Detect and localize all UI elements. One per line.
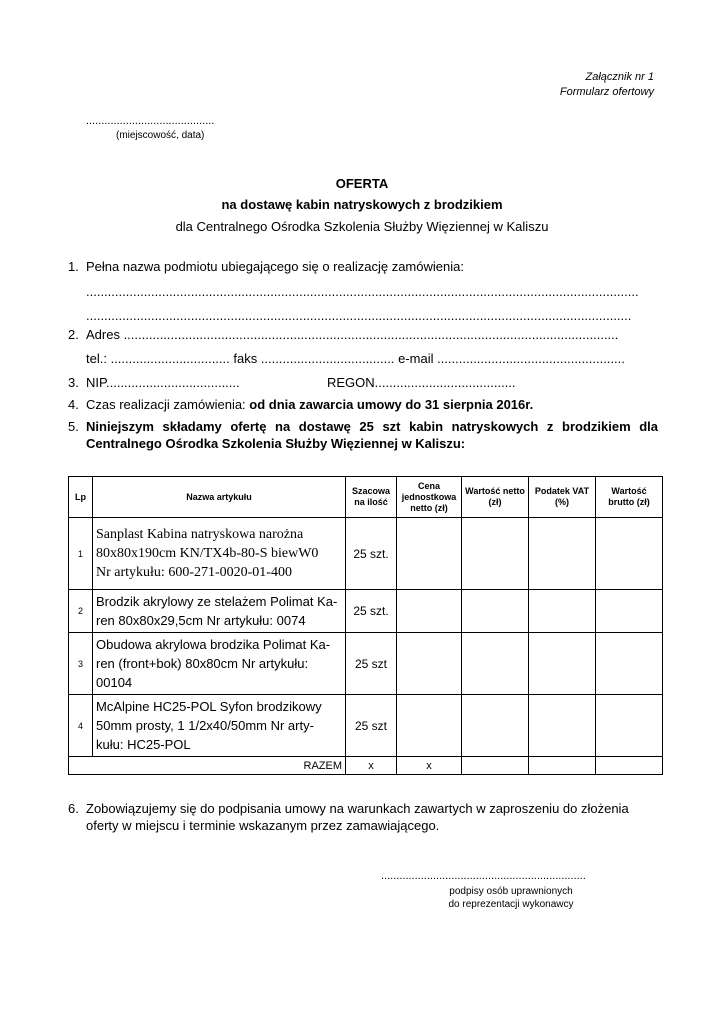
item-name-line: Brodzik akrylowy ze stelażem Polimat Ka-	[96, 594, 338, 609]
row-gross-value[interactable]	[596, 695, 663, 757]
table-row	[69, 633, 663, 695]
section-3	[68, 374, 240, 391]
section-number: 3.	[68, 375, 79, 390]
delivery-time-value: od dnia zawarcia umowy do 31 sierpnia 2016r.	[249, 397, 534, 412]
row-gross-value[interactable]	[596, 633, 663, 695]
header-lp: Lp	[69, 477, 93, 518]
section-6	[68, 800, 658, 834]
total-label: RAZEM	[69, 757, 346, 775]
item-name-line: ren 80x80x29,5cm Nr artykułu: 0074	[96, 613, 306, 628]
place-date-line: ..........................................	[86, 115, 215, 127]
annex-number: Załącznik nr 1	[585, 71, 654, 83]
row-quantity: 25 szt.	[346, 590, 397, 633]
row-net-value[interactable]	[462, 633, 529, 695]
address-label: Adres .........................................................................................................................................	[86, 327, 619, 342]
row-lp: 1	[69, 518, 93, 590]
section-1	[68, 258, 464, 275]
item-name-line: McAlpine HC25-POL Syfon brodzikowy	[96, 699, 322, 714]
row-net-value[interactable]	[462, 518, 529, 590]
row-item-name	[93, 695, 346, 757]
header-quantity: Szacowa na ilość	[346, 477, 397, 518]
header-vat: Podatek VAT (%)	[529, 477, 596, 518]
table-row	[69, 590, 663, 633]
items-table	[68, 476, 663, 775]
table-header-row	[69, 477, 663, 518]
row-unit-price[interactable]	[397, 633, 462, 695]
row-lp: 4	[69, 695, 93, 757]
item-name-line: 80x80x190cm KN/TX4b-80-S biewW0	[96, 546, 319, 561]
row-vat[interactable]	[529, 633, 596, 695]
row-lp: 2	[69, 590, 93, 633]
form-title: Formularz ofertowy	[559, 86, 654, 98]
row-item-name	[93, 590, 346, 633]
entity-name-label: Pełna nazwa podmiotu ubiegającego się o realizację zamówienia:	[86, 259, 464, 274]
offer-statement-line-1: Niniejszym składamy ofertę na dostawę 25 szt kabin natryskowych z brodzikiem dla	[86, 419, 658, 434]
obligation-line-1: Zobowiązujemy się do podpisania umowy na warunkach zawartych w zaproszeniu do złożenia	[86, 801, 629, 816]
offer-subject: na dostawę kabin natryskowych z brodzikiem	[221, 197, 503, 212]
section-4	[68, 396, 533, 413]
signature-caption-line-2: do reprezentacji wykonawcy	[448, 899, 574, 910]
row-quantity: 25 szt	[346, 695, 397, 757]
offer-statement-line-2: Centralnego Ośrodka Szkolenia Służby Więziennej w Kaliszu:	[86, 436, 466, 451]
signature-line: ...................................................................	[381, 870, 586, 882]
delivery-time-label: Czas realizacji zamówienia:	[86, 397, 250, 412]
item-name-line: ren (front+bok) 80x80cm Nr artykułu:	[96, 656, 309, 671]
item-name-line: 00104	[96, 675, 133, 690]
row-item-name	[93, 633, 346, 695]
header-net-value: Wartość netto (zł)	[462, 477, 529, 518]
row-unit-price[interactable]	[397, 590, 462, 633]
row-lp: 3	[69, 633, 93, 695]
table-row	[69, 518, 663, 590]
row-unit-price[interactable]	[397, 518, 462, 590]
total-quantity: x	[346, 757, 397, 775]
section-5	[68, 418, 658, 452]
total-vat[interactable]	[529, 757, 596, 775]
item-name-line: Obudowa akrylowa brodzika Polimat Ka-	[96, 637, 331, 652]
row-quantity: 25 szt	[346, 633, 397, 695]
entity-name-line-1: .........................................................................................................................................................	[86, 284, 639, 299]
total-net-value[interactable]	[462, 757, 529, 775]
section-number: 1.	[68, 259, 79, 274]
section-2	[68, 326, 618, 343]
row-gross-value[interactable]	[596, 518, 663, 590]
regon-field: REGON.......................................	[327, 375, 516, 390]
row-quantity: 25 szt.	[346, 518, 397, 590]
header-unit-price: Cena jednostkowa netto (zł)	[397, 477, 462, 518]
offer-recipient: dla Centralnego Ośrodka Szkolenia Służby Więziennej w Kaliszu	[175, 219, 549, 234]
nip-field: NIP.....................................	[86, 375, 240, 390]
header-gross-value: Wartość brutto (zł)	[596, 477, 663, 518]
row-gross-value[interactable]	[596, 590, 663, 633]
row-net-value[interactable]	[462, 695, 529, 757]
offer-title: OFERTA	[335, 176, 389, 191]
row-vat[interactable]	[529, 518, 596, 590]
table-row	[69, 695, 663, 757]
header-item-name: Nazwa artykułu	[93, 477, 346, 518]
row-vat[interactable]	[529, 590, 596, 633]
obligation-line-2: oferty w miejscu i terminie wskazanym przez zamawiającego.	[86, 818, 440, 833]
place-date-caption: (miejscowość, data)	[116, 130, 205, 141]
item-name-line: Nr artykułu: 600-271-0020-01-400	[96, 565, 292, 580]
row-unit-price[interactable]	[397, 695, 462, 757]
row-item-name	[93, 518, 346, 590]
item-name-line: kułu: HC25-POL	[96, 737, 191, 752]
signature-caption-line-1: podpisy osób uprawnionych	[449, 886, 573, 897]
signature-caption	[421, 885, 601, 911]
entity-name-line-2: .......................................................................................................................................................	[86, 308, 632, 323]
total-gross-value[interactable]	[596, 757, 663, 775]
total-row	[69, 757, 663, 775]
contact-line: tel.: ................................. faks ..................................... e-mail ....................................................	[86, 351, 625, 366]
section-number: 2.	[68, 327, 79, 342]
row-net-value[interactable]	[462, 590, 529, 633]
item-name-line: 50mm prosty, 1 1/2x40/50mm Nr arty-	[96, 718, 314, 733]
section-number: 4.	[68, 397, 79, 412]
section-number: 6.	[68, 801, 79, 816]
section-number: 5.	[68, 419, 79, 434]
item-name-line: Sanplast Kabina natryskowa narożna	[96, 527, 304, 542]
row-vat[interactable]	[529, 695, 596, 757]
total-unit-price: x	[397, 757, 462, 775]
annex-header	[454, 70, 654, 100]
